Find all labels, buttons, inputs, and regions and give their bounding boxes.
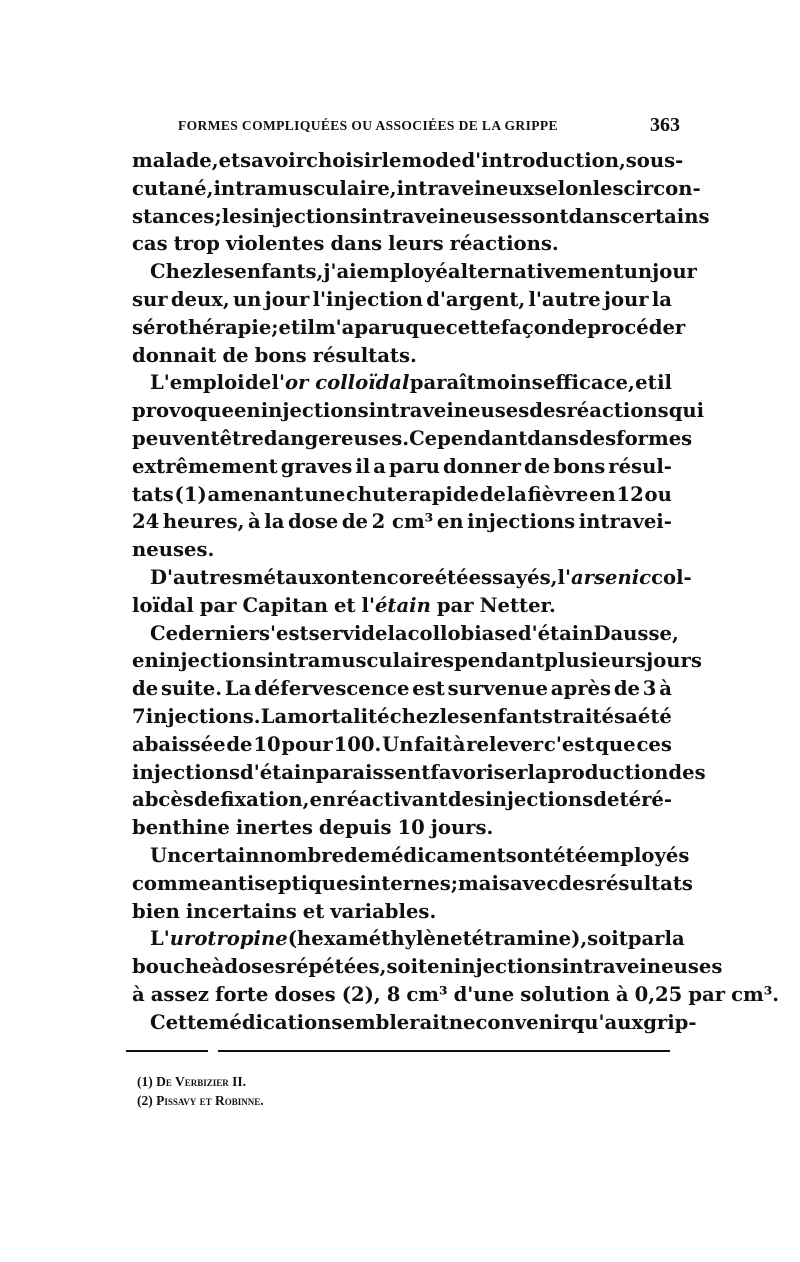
word: à — [452, 732, 466, 756]
word: que — [405, 315, 446, 339]
word: Un — [382, 732, 414, 756]
word: amenant — [207, 482, 304, 506]
word: avec — [509, 871, 559, 895]
word: La — [224, 677, 252, 701]
word: mais — [458, 871, 510, 895]
word: en — [309, 788, 337, 812]
word: par — [688, 982, 726, 1006]
word: par — [436, 593, 474, 617]
word: que — [595, 732, 636, 756]
footnote-rule-long — [218, 1050, 670, 1053]
word: résultats — [595, 871, 693, 895]
word: formes — [616, 426, 693, 450]
word: mortalité — [287, 704, 390, 728]
word: servi — [308, 621, 362, 645]
word: cas — [132, 232, 168, 256]
word: sous- — [625, 149, 684, 172]
word: jours — [646, 649, 702, 673]
word: la — [506, 482, 527, 506]
word: 12 — [616, 482, 644, 506]
text-line — [132, 953, 723, 981]
word: paraissent — [315, 760, 431, 784]
word: efficace, — [542, 371, 635, 395]
word: certain — [181, 843, 260, 867]
word: bons — [254, 343, 307, 367]
word: plusieurs — [544, 649, 647, 673]
word: à — [211, 955, 225, 979]
word: été — [637, 704, 672, 728]
word: malade, — [132, 149, 219, 172]
word: de — [613, 677, 640, 701]
word: convenir — [475, 1010, 571, 1034]
word: abcès — [132, 788, 194, 812]
word: variables. — [330, 899, 437, 923]
word: favoriser — [430, 760, 528, 784]
word: les — [592, 176, 624, 200]
word: (hexaméthylène — [287, 927, 463, 951]
word: d'étain — [240, 760, 316, 784]
text-line — [132, 647, 702, 675]
word: employé — [356, 260, 448, 284]
word: réactions — [566, 399, 669, 423]
word: injections — [467, 510, 576, 534]
word: injections — [453, 955, 562, 979]
body-text — [132, 147, 780, 1037]
word: qu'aux — [570, 1010, 644, 1034]
word: m'a — [314, 315, 355, 339]
word: intraveineuses — [368, 399, 530, 423]
word: injections — [485, 788, 594, 812]
word: selon — [534, 176, 593, 200]
word: 100. — [333, 732, 382, 756]
word: un — [623, 260, 653, 284]
word: été — [553, 843, 588, 867]
word: deux, — [170, 287, 230, 311]
word: cm³. — [731, 982, 780, 1006]
word: de — [132, 677, 159, 701]
word: jour — [652, 260, 697, 284]
word: en — [233, 399, 261, 423]
word: depuis — [318, 816, 392, 840]
word: certains — [620, 204, 710, 228]
word: la — [264, 510, 285, 534]
word: médicaments — [370, 843, 517, 867]
word: benthine — [132, 816, 230, 840]
text-line — [132, 842, 690, 870]
word: et — [333, 593, 356, 617]
word: ne — [448, 1010, 476, 1034]
text-line — [132, 814, 672, 842]
word: La — [260, 704, 288, 728]
word: est — [412, 677, 445, 701]
word: l'or colloïdal — [271, 371, 410, 395]
word: paru — [354, 315, 406, 339]
word: L'emploi — [150, 371, 245, 395]
word: moins — [476, 371, 543, 395]
word: assez — [150, 982, 210, 1006]
word: médication — [208, 1010, 332, 1034]
running-header — [178, 114, 680, 144]
word: relever — [466, 732, 544, 756]
footnote-rule-short — [126, 1050, 208, 1053]
word: intramusculaire, — [213, 176, 397, 200]
text-line — [132, 536, 672, 564]
word: loïdal — [132, 593, 194, 617]
text-line — [132, 453, 672, 481]
word: jour — [603, 287, 649, 311]
text-line — [132, 731, 672, 759]
word: l'arsenic — [557, 565, 652, 589]
word: de — [524, 454, 551, 478]
word: intravei- — [578, 510, 672, 534]
word: provoque — [132, 399, 234, 423]
word: de — [479, 482, 506, 506]
word: les — [203, 260, 235, 284]
word: antiseptiques — [210, 871, 360, 895]
word: bons — [553, 454, 606, 478]
word: répétées,soit — [285, 955, 428, 979]
word: injections — [132, 760, 241, 784]
word: en — [436, 510, 464, 534]
word: extrêmement — [132, 454, 278, 478]
word: stances; — [132, 204, 222, 228]
word: par — [627, 927, 665, 951]
word: de — [341, 510, 368, 534]
word: 10 — [397, 816, 425, 840]
word: donner — [442, 454, 521, 478]
text-line — [132, 981, 780, 1009]
footnote-1: (1) De Verbizier II. — [137, 1074, 247, 1089]
word: traités — [552, 704, 625, 728]
word: violentes — [225, 232, 325, 256]
word: Capitan — [242, 593, 328, 617]
word: la — [387, 621, 408, 645]
word: cette — [445, 315, 501, 339]
word: Chez — [150, 260, 204, 284]
word: peuvent — [132, 426, 220, 450]
word: réactivant — [336, 788, 448, 812]
text-line — [132, 258, 697, 286]
word: fixation, — [220, 788, 310, 812]
text-line — [132, 759, 706, 787]
word: il — [657, 371, 672, 395]
word: (1) — [174, 482, 207, 506]
word: en — [132, 649, 159, 673]
footnote-2: (2) Pissavy et Robinne. — [137, 1093, 264, 1108]
word: ces — [636, 732, 672, 756]
word: mode — [401, 149, 462, 172]
word: injections. — [145, 704, 261, 728]
word: en — [589, 482, 616, 506]
word: des — [447, 788, 486, 812]
word: la — [527, 760, 548, 784]
word: intraveineuses — [360, 204, 522, 228]
word: (2), — [341, 982, 381, 1006]
word: de — [361, 621, 388, 645]
text-line — [132, 703, 672, 731]
word: inertes — [235, 816, 313, 840]
word: une — [304, 482, 346, 506]
word: qui — [668, 399, 705, 423]
text-line — [132, 425, 693, 453]
word: des — [529, 399, 567, 423]
text-line — [132, 147, 684, 175]
word: sur — [132, 287, 168, 311]
word: ont — [323, 565, 361, 589]
word: d'une — [453, 982, 515, 1006]
word: de — [222, 343, 249, 367]
word: encore — [360, 565, 435, 589]
text-line — [132, 397, 705, 425]
word: fièvre — [527, 482, 589, 506]
word: à — [248, 510, 261, 534]
word: être — [219, 426, 264, 450]
word: les — [439, 704, 471, 728]
word: l'injection — [312, 287, 424, 311]
word: 0,25 — [634, 982, 683, 1006]
word: paraît — [409, 371, 476, 395]
word: employés — [587, 843, 690, 867]
word: enfants, — [234, 260, 324, 284]
word: 2 cm³ — [371, 510, 434, 534]
text-line — [132, 786, 672, 814]
word: ou — [644, 482, 672, 506]
word: jour — [264, 287, 310, 311]
word: ont — [516, 843, 554, 867]
text-line — [132, 369, 672, 397]
word: enfants — [470, 704, 553, 728]
word: trop — [173, 232, 220, 256]
word: bien — [132, 899, 180, 923]
word: fait — [414, 732, 452, 756]
word: après — [550, 677, 612, 701]
word: des — [578, 426, 617, 450]
word: L'urotropine — [150, 927, 288, 951]
text-line — [132, 508, 672, 536]
word: d'introduction, — [461, 149, 626, 172]
word: j'ai — [323, 260, 357, 284]
word: Ce — [150, 621, 179, 645]
text-line — [132, 898, 672, 926]
word: suite. — [160, 677, 223, 701]
word: résultats. — [312, 343, 417, 367]
word: téré- — [619, 788, 672, 812]
word: et — [218, 149, 241, 172]
text-line — [132, 925, 685, 953]
word: jours. — [430, 816, 494, 840]
text-line — [132, 564, 692, 592]
word: été — [434, 565, 469, 589]
word: c'est — [543, 732, 595, 756]
text-line — [132, 342, 672, 370]
word: injections — [158, 649, 267, 673]
word: sérothérapie; — [132, 315, 279, 339]
word: intraveineux — [396, 176, 535, 200]
word: métaux — [242, 565, 324, 589]
word: survenue — [447, 677, 548, 701]
text-line — [132, 675, 672, 703]
word: des — [668, 760, 706, 784]
word: intramusculaires — [266, 649, 455, 673]
word: il — [300, 315, 315, 339]
word: il — [355, 454, 371, 478]
word: d'étain — [517, 621, 594, 645]
word: col- — [651, 565, 692, 589]
word: solution — [520, 982, 610, 1006]
word: collobiase — [407, 621, 518, 645]
word: paru — [388, 454, 440, 478]
word: réactions. — [449, 232, 559, 256]
word: 24 — [132, 510, 160, 534]
word: 7 — [132, 704, 146, 728]
word: Cependant — [409, 426, 528, 450]
text-line — [132, 620, 679, 648]
word: soit — [587, 927, 628, 951]
word: en — [427, 955, 454, 979]
word: production — [547, 760, 669, 784]
word: doses — [274, 982, 336, 1006]
word: alternativement — [447, 260, 624, 284]
footnotes — [137, 1072, 264, 1110]
word: leurs — [388, 232, 444, 256]
word: de — [344, 843, 371, 867]
word: savoir — [240, 149, 307, 172]
word: tats — [132, 482, 174, 506]
text-line — [132, 1009, 697, 1037]
word: dernier — [178, 621, 260, 645]
word: Netter. — [479, 593, 556, 617]
word: injections — [252, 204, 361, 228]
word: à — [615, 982, 629, 1006]
word: résul- — [608, 454, 672, 478]
word: un — [232, 287, 262, 311]
word: à — [132, 982, 145, 1006]
word: et — [302, 899, 325, 923]
word: rapide — [408, 482, 480, 506]
text-line — [132, 203, 710, 231]
word: cm³ — [406, 982, 448, 1006]
word: essayés, — [468, 565, 558, 589]
word: de — [226, 732, 253, 756]
word: a — [625, 704, 638, 728]
word: a — [373, 454, 386, 478]
word: tétramine), — [462, 927, 588, 951]
text-line — [132, 286, 672, 314]
word: par — [199, 593, 237, 617]
word: la — [664, 927, 685, 951]
word: dans — [330, 232, 383, 256]
word: façon — [500, 315, 562, 339]
word: graves — [280, 454, 353, 478]
word: et — [278, 315, 301, 339]
word: procéder — [587, 315, 686, 339]
word: le — [381, 149, 402, 172]
word: pour — [281, 732, 333, 756]
word: grip- — [643, 1010, 697, 1034]
word: intraveineuses — [561, 955, 723, 979]
text-line — [132, 230, 672, 258]
word: dangereuses. — [263, 426, 410, 450]
word: la — [651, 287, 672, 311]
word: Un — [150, 843, 182, 867]
word: comme — [132, 871, 211, 895]
text-line — [132, 870, 693, 898]
word: D'autres — [150, 565, 243, 589]
word: incertains — [185, 899, 297, 923]
running-head-title: FORMES COMPLIQUÉES OU ASSOCIÉES DE LA GRIPPE — [178, 118, 558, 133]
text-line — [132, 481, 672, 509]
word: chute — [346, 482, 408, 506]
word: neuses. — [132, 538, 215, 562]
word: 3 — [642, 677, 657, 701]
text-line — [132, 314, 686, 342]
word: dans — [527, 426, 579, 450]
word: forte — [215, 982, 269, 1006]
word: Cette — [150, 1010, 209, 1034]
word: pendant — [454, 649, 545, 673]
word: chez — [389, 704, 440, 728]
word: 8 — [386, 982, 401, 1006]
word: 10 — [253, 732, 281, 756]
word: l'étain — [361, 593, 431, 617]
word: de — [561, 315, 588, 339]
word: dose — [287, 510, 339, 534]
word: d'argent, — [426, 287, 526, 311]
word: dans — [568, 204, 621, 228]
word: s'est — [259, 621, 309, 645]
word: abaissée — [132, 732, 226, 756]
word: cutané, — [132, 176, 214, 200]
word: donnait — [132, 343, 217, 367]
word: l'autre — [528, 287, 601, 311]
word: choisir — [306, 149, 382, 172]
word: à — [659, 677, 672, 701]
page-number: 363 — [650, 114, 680, 136]
word: et — [635, 371, 657, 395]
word: doses — [224, 955, 286, 979]
word: Dausse, — [593, 621, 679, 645]
word: circon- — [623, 176, 701, 200]
word: de — [593, 788, 620, 812]
word: défervescence — [254, 677, 410, 701]
word: les — [221, 204, 253, 228]
word: de — [193, 788, 221, 812]
word: semblerait — [331, 1010, 449, 1034]
word: bouche — [132, 955, 212, 979]
word: sont — [521, 204, 569, 228]
word: nombre — [259, 843, 345, 867]
word: heures, — [162, 510, 245, 534]
word: injections — [260, 399, 369, 423]
word: internes; — [359, 871, 459, 895]
word: des — [558, 871, 596, 895]
text-line — [132, 175, 701, 203]
text-line — [132, 592, 672, 620]
word: de — [245, 371, 272, 395]
